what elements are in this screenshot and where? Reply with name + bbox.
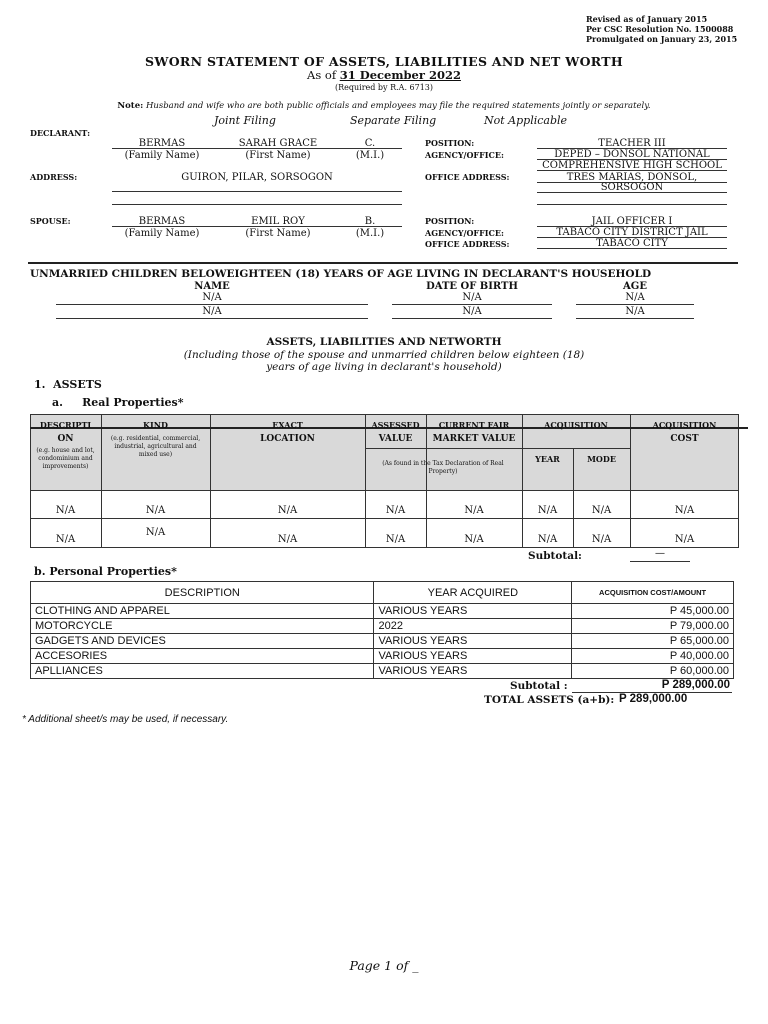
first-name-caption: (First Name) [245, 150, 311, 161]
real-properties-heading: a. Real Properties* [52, 396, 184, 409]
pp-cost: P 65,000.00 [572, 634, 734, 649]
assets-section-sub2: years of age living in declarant's household) [266, 361, 502, 373]
revised-text: Revised as of January 2015 [586, 14, 708, 24]
spouse-first-name: EMIL ROY [251, 216, 305, 227]
rp-h-mkt: MARKET VALUE [432, 434, 516, 444]
rp-h-loc-top: EXACT [272, 420, 303, 430]
rp-cell: N/A [145, 527, 166, 538]
table-row [31, 619, 734, 634]
child-name: N/A [202, 306, 222, 317]
rp-cell: N/A [145, 505, 166, 516]
rp-h-kind-top: KIND [143, 420, 168, 430]
mi-caption: (M.I.) [355, 150, 385, 161]
rp-cell: N/A [277, 505, 298, 516]
pp-year: VARIOUS YEARS [374, 649, 572, 664]
rp-h-year: YEAR [535, 454, 560, 464]
declarant-first-name: SARAH GRACE [238, 138, 318, 149]
pp-year: VARIOUS YEARS [374, 634, 572, 649]
pp-h-year: YEAR ACQUIRED [374, 582, 572, 604]
pp-h-desc: DESCRIPTION [31, 582, 374, 604]
personal-properties-heading: b. Personal Properties* [34, 565, 177, 578]
pp-desc: CLOTHING AND APPAREL [31, 604, 374, 619]
spouse-first-caption: (First Name) [245, 228, 311, 239]
joint-filing-option[interactable]: Joint Filing [214, 114, 276, 127]
children-col-name: NAME [194, 281, 230, 292]
rp-h-val: VALUE [378, 434, 413, 444]
rp-cell: N/A [537, 505, 558, 516]
pp-subtotal-value: P 289,000.00 [661, 679, 730, 691]
table-row [31, 664, 734, 679]
rp-cell: N/A [674, 505, 695, 516]
declarant-office-address-line2: SORSOGON [600, 182, 664, 193]
declarant-address: GUIRON, PILAR, SORSOGON [181, 172, 333, 183]
pp-year: 2022 [374, 619, 572, 634]
pp-cost: P 79,000.00 [572, 619, 734, 634]
page-number: Page 1 of _ [349, 958, 419, 973]
pp-cost: P 60,000.00 [572, 664, 734, 679]
table-row [31, 634, 734, 649]
child-dob: N/A [462, 306, 482, 317]
declarant-position: TEACHER III [598, 138, 666, 149]
declarant-mi: C. [364, 138, 376, 149]
agency-label: AGENCY/OFFICE: [425, 150, 504, 160]
rp-cell: N/A [591, 505, 612, 516]
assets-section-sub1: (Including those of the spouse and unmarried children below eighteen (18) [183, 349, 585, 361]
rp-h-desc-note: (e.g. house and lot, condominium and improvements) [36, 447, 95, 470]
rp-h-desc: ON [57, 434, 74, 444]
declarant-agency-line1: DEPED – DONSOL NATIONAL [554, 149, 710, 160]
as-of [0, 68, 768, 82]
spouse-mi-caption: (M.I.) [355, 228, 385, 239]
pp-desc: MOTORCYCLE [31, 619, 374, 634]
rp-cell: N/A [385, 505, 406, 516]
declarant-office-address-line1: TRES MARIAS, DONSOL, [566, 172, 698, 183]
assets-heading: 1. ASSETS [34, 378, 102, 391]
rp-h-mode: MODE [587, 454, 616, 464]
spouse-office-address-label: OFFICE ADDRESS: [425, 239, 510, 249]
declarant-agency-line2: COMPREHENSIVE HIGH SCHOOL [542, 160, 722, 171]
rp-h-val-top: ASSESSED [371, 420, 420, 430]
real-properties-table [30, 414, 739, 548]
total-assets-value: P 289,000.00 [619, 693, 688, 705]
promulgated-text: Promulgated on January 23, 2015 [586, 34, 738, 44]
personal-properties-table [30, 581, 734, 679]
pp-subtotal-label: Subtotal : [510, 680, 568, 692]
spouse-position-label: POSITION: [425, 216, 475, 226]
children-title: UNMARRIED CHILDREN BELOWEIGHTEEN (18) YEARS OF AGE LIVING IN DECLARANT'S HOUSEHOLD [30, 268, 652, 280]
spouse-position: JAIL OFFICER I [591, 216, 673, 227]
revision-info [586, 14, 737, 44]
resolution-text: Per CSC Resolution No. 1500088 [586, 24, 734, 34]
rp-h-desc-top: DESCRIPTI [39, 420, 92, 430]
child-name: N/A [202, 292, 222, 303]
rp-cell: N/A [464, 534, 484, 545]
footnote: * Additional sheet/s may be used, if necessary. [22, 714, 229, 725]
pp-desc: APLLIANCES [31, 664, 374, 679]
rp-h-cost: COST [670, 434, 699, 444]
rp-h-loc: LOCATION [260, 434, 315, 444]
spouse-agency: TABACO CITY DISTRICT JAIL [556, 227, 708, 238]
rp-cell: N/A [55, 534, 76, 545]
table-row [31, 604, 734, 619]
child-age: N/A [625, 306, 645, 317]
note-text: Husband and wife who are both public officials and employees may file the required statements jointly or separately. [145, 101, 651, 111]
spouse-family-name: BERMAS [138, 216, 186, 227]
rp-h-mkt-top: CURRENT FAIR [438, 420, 510, 430]
rp-cell: N/A [674, 534, 695, 545]
spouse-mi: B. [364, 216, 376, 227]
as-of-date: 31 December 2022 [339, 68, 461, 82]
spouse-family-caption: (Family Name) [124, 228, 200, 239]
rp-subtotal-value: — [655, 548, 665, 559]
declarant-label: DECLARANT: [30, 128, 91, 138]
required-by: (Required by R.A. 6713) [334, 83, 434, 92]
pp-cost: P 40,000.00 [572, 649, 734, 664]
as-of-label: As of [307, 68, 337, 82]
pp-desc: GADGETS AND DEVICES [31, 634, 374, 649]
family-name-caption: (Family Name) [124, 150, 200, 161]
rp-h-acq-top: ACQUISITION [544, 420, 608, 430]
spouse-agency-label: AGENCY/OFFICE: [425, 228, 504, 238]
child-dob: N/A [462, 292, 482, 303]
rp-subtotal-label: Subtotal: [528, 550, 582, 562]
not-applicable-option[interactable]: Not Applicable [484, 114, 568, 127]
table-row [31, 649, 734, 664]
children-col-dob: DATE OF BIRTH [426, 281, 518, 292]
rp-cell: N/A [537, 534, 558, 545]
assets-section-title: ASSETS, LIABILITIES AND NETWORTH [266, 336, 502, 348]
rp-cell: N/A [55, 505, 76, 516]
rp-h-kind-note: (e.g. residential, commercial, industrial, agricultural and mixed use) [110, 435, 201, 458]
spouse-office-address: TABACO CITY [596, 238, 668, 249]
pp-cost: P 45,000.00 [572, 604, 734, 619]
rp-cell: N/A [385, 534, 406, 545]
office-address-label: OFFICE ADDRESS: [425, 172, 510, 182]
spouse-label: SPOUSE: [30, 216, 71, 226]
rp-h-tax-note: (As found in the Tax Declaration of Real Property) [382, 460, 504, 475]
pp-year: VARIOUS YEARS [374, 664, 572, 679]
total-assets-label: TOTAL ASSETS (a+b): [484, 694, 615, 706]
pp-desc: ACCESORIES [31, 649, 374, 664]
rp-h-cost-top: ACQUISITION [652, 420, 717, 430]
position-label: POSITION: [425, 138, 475, 148]
pp-year: VARIOUS YEARS [374, 604, 572, 619]
address-label: ADDRESS: [30, 172, 78, 182]
note-label: Note: [117, 101, 144, 111]
page-title: SWORN STATEMENT OF ASSETS, LIABILITIES AND NET WORTH [145, 54, 623, 69]
child-age: N/A [625, 292, 645, 303]
rp-cell: N/A [464, 505, 484, 516]
rp-cell: N/A [591, 534, 612, 545]
rp-cell: N/A [277, 534, 298, 545]
note [0, 101, 768, 111]
declarant-family-name: BERMAS [138, 138, 186, 149]
children-col-age: AGE [623, 281, 647, 292]
pp-h-cost: ACQUISITION COST/AMOUNT [572, 582, 734, 604]
separate-filing-option[interactable]: Separate Filing [350, 114, 437, 127]
